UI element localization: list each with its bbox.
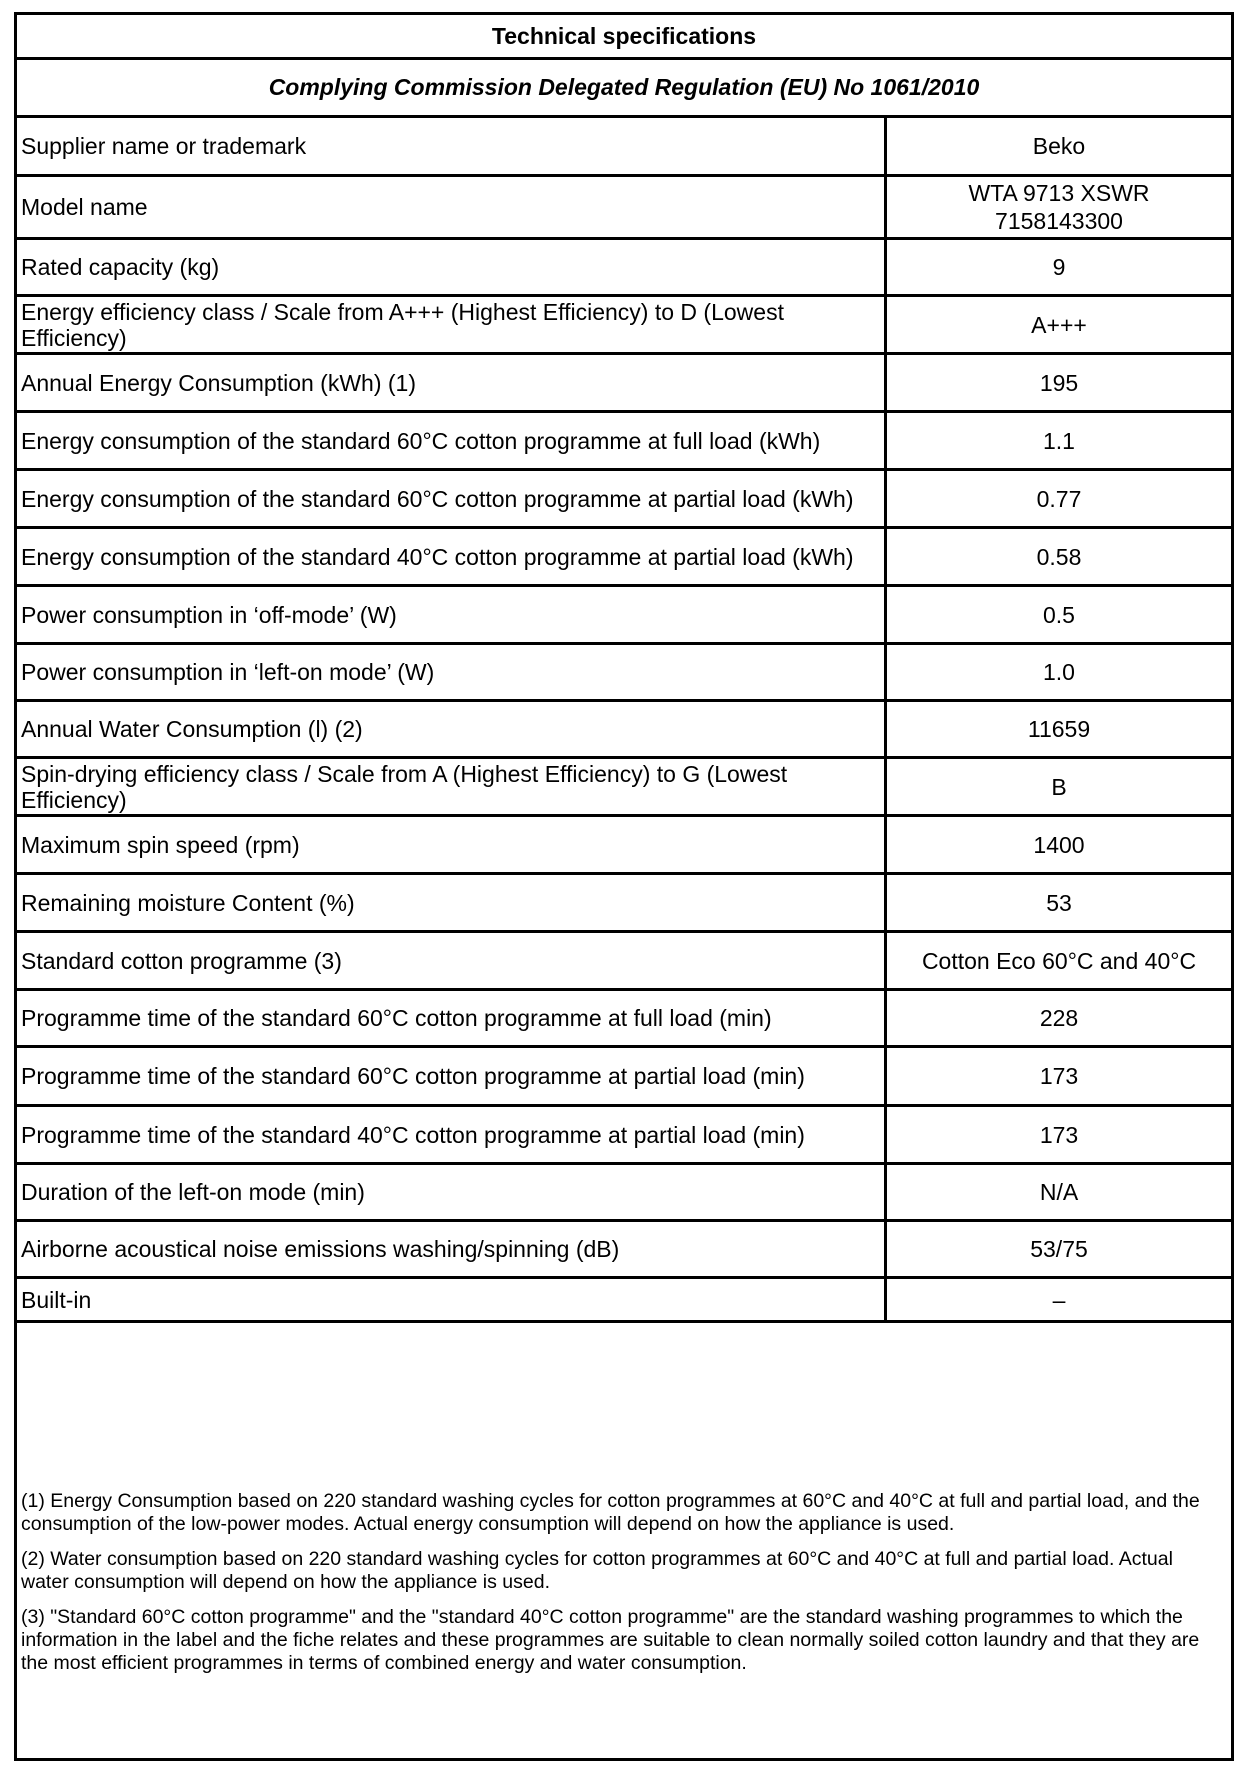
table-row bbox=[17, 1165, 1231, 1222]
table-row bbox=[17, 991, 1231, 1048]
spec-sheet bbox=[14, 12, 1234, 1761]
spec-value: 1400 bbox=[1033, 831, 1085, 858]
spec-label: Energy consumption of the standard 40°C cotton programme at partial load (kWh) bbox=[17, 529, 887, 584]
table-row bbox=[17, 587, 1231, 645]
spec-label: Annual Water Consumption (l) (2) bbox=[17, 702, 887, 756]
table-row bbox=[17, 645, 1231, 702]
spec-value: WTA 9713 XSWR 7158143300 bbox=[968, 180, 1150, 234]
spec-label: Spin-drying efficiency class / Scale from A (Highest Efficiency) to G (Lowest Efficiency) bbox=[17, 759, 887, 814]
table-row bbox=[17, 118, 1231, 177]
table-row bbox=[17, 1222, 1231, 1279]
footnote: (3) "Standard 60°C cotton programme" and the "standard 40°C cotton programme" are the standard washing programmes to which the information in the label and the fiche relates and these programmes are suitable to clean normally soiled cotton laundry and that they are the most efficient programmes in terms of combined energy and water consumption. bbox=[21, 1606, 1200, 1674]
table-row bbox=[17, 177, 1231, 240]
spec-label: Energy efficiency class / Scale from A+++ (Highest Efficiency) to D (Lowest Efficiency) bbox=[17, 297, 887, 352]
footnote: (2) Water consumption based on 220 standard washing cycles for cotton programmes at 60°C and 40°C at full and partial load. Actual water consumption will depend on how the appliance is used. bbox=[21, 1548, 1173, 1593]
spec-value: B bbox=[1051, 773, 1067, 800]
spec-value: 1.1 bbox=[1043, 427, 1075, 454]
table-row bbox=[17, 1048, 1231, 1107]
spec-value: 228 bbox=[1039, 1005, 1079, 1031]
spec-value: 173 bbox=[1039, 1121, 1079, 1148]
spec-value: 195 bbox=[1039, 369, 1079, 396]
spec-value: Beko bbox=[1032, 133, 1086, 159]
footnotes bbox=[17, 1478, 1231, 1687]
spec-table bbox=[17, 118, 1231, 1323]
table-row bbox=[17, 413, 1231, 471]
spec-label: Remaining moisture Content (%) bbox=[17, 875, 887, 930]
spec-label: Airborne acoustical noise emissions washing/spinning (dB) bbox=[17, 1222, 887, 1276]
table-row bbox=[17, 933, 1231, 991]
spec-value: Cotton Eco 60°C and 40°C bbox=[921, 947, 1197, 974]
table-row bbox=[17, 529, 1231, 587]
spec-value: 53 bbox=[1046, 889, 1072, 916]
spec-label: Energy consumption of the standard 60°C cotton programme at partial load (kWh) bbox=[17, 471, 887, 526]
spec-value: 11659 bbox=[1027, 716, 1091, 742]
spec-label: Maximum spin speed (rpm) bbox=[17, 817, 887, 872]
table-row bbox=[17, 355, 1231, 413]
spec-value: – bbox=[1052, 1286, 1066, 1313]
table-row bbox=[17, 759, 1231, 817]
table-subtitle: Complying Commission Delegated Regulation (EU) No 1061/2010 bbox=[17, 60, 1231, 118]
table-row bbox=[17, 702, 1231, 759]
table-row bbox=[17, 817, 1231, 875]
spec-label: Annual Energy Consumption (kWh) (1) bbox=[17, 355, 887, 410]
spec-label: Programme time of the standard 60°C cotton programme at partial load (min) bbox=[17, 1048, 887, 1104]
spec-value: 0.77 bbox=[1036, 485, 1082, 512]
spec-value: A+++ bbox=[1031, 311, 1087, 338]
spec-label: Supplier name or trademark bbox=[17, 118, 887, 174]
spec-label: Power consumption in ‘off-mode’ (W) bbox=[17, 587, 887, 642]
spec-label: Duration of the left-on mode (min) bbox=[17, 1165, 887, 1219]
footnote: (1) Energy Consumption based on 220 standard washing cycles for cotton programmes at 60°C and 40°C at full and partial load, and the consumption of the low-power modes. Actual energy consumption will depend on how the appliance is used. bbox=[21, 1490, 1200, 1535]
spec-label: Programme time of the standard 60°C cotton programme at full load (min) bbox=[17, 991, 887, 1045]
table-title: Technical specifications bbox=[17, 15, 1231, 60]
spec-value: N/A bbox=[1039, 1179, 1079, 1205]
spec-label: Programme time of the standard 40°C cotton programme at partial load (min) bbox=[17, 1107, 887, 1162]
table-row bbox=[17, 240, 1231, 297]
spec-value: 0.5 bbox=[1043, 601, 1075, 628]
spec-value: 173 bbox=[1039, 1063, 1079, 1089]
spec-label: Rated capacity (kg) bbox=[17, 240, 887, 294]
table-row bbox=[17, 1107, 1231, 1165]
spec-label: Energy consumption of the standard 60°C cotton programme at full load (kWh) bbox=[17, 413, 887, 468]
spec-value: 0.58 bbox=[1036, 543, 1082, 570]
spec-label: Built-in bbox=[17, 1279, 887, 1320]
table-row bbox=[17, 1279, 1231, 1323]
spec-label: Model name bbox=[17, 177, 887, 237]
table-row bbox=[17, 875, 1231, 933]
table-row bbox=[17, 297, 1231, 355]
spec-value: 9 bbox=[1052, 254, 1066, 280]
table-row bbox=[17, 471, 1231, 529]
spec-value: 53/75 bbox=[1030, 1236, 1088, 1262]
spec-value: 1.0 bbox=[1043, 659, 1075, 685]
spec-label: Standard cotton programme (3) bbox=[17, 933, 887, 988]
spec-label: Power consumption in ‘left-on mode’ (W) bbox=[17, 645, 887, 699]
